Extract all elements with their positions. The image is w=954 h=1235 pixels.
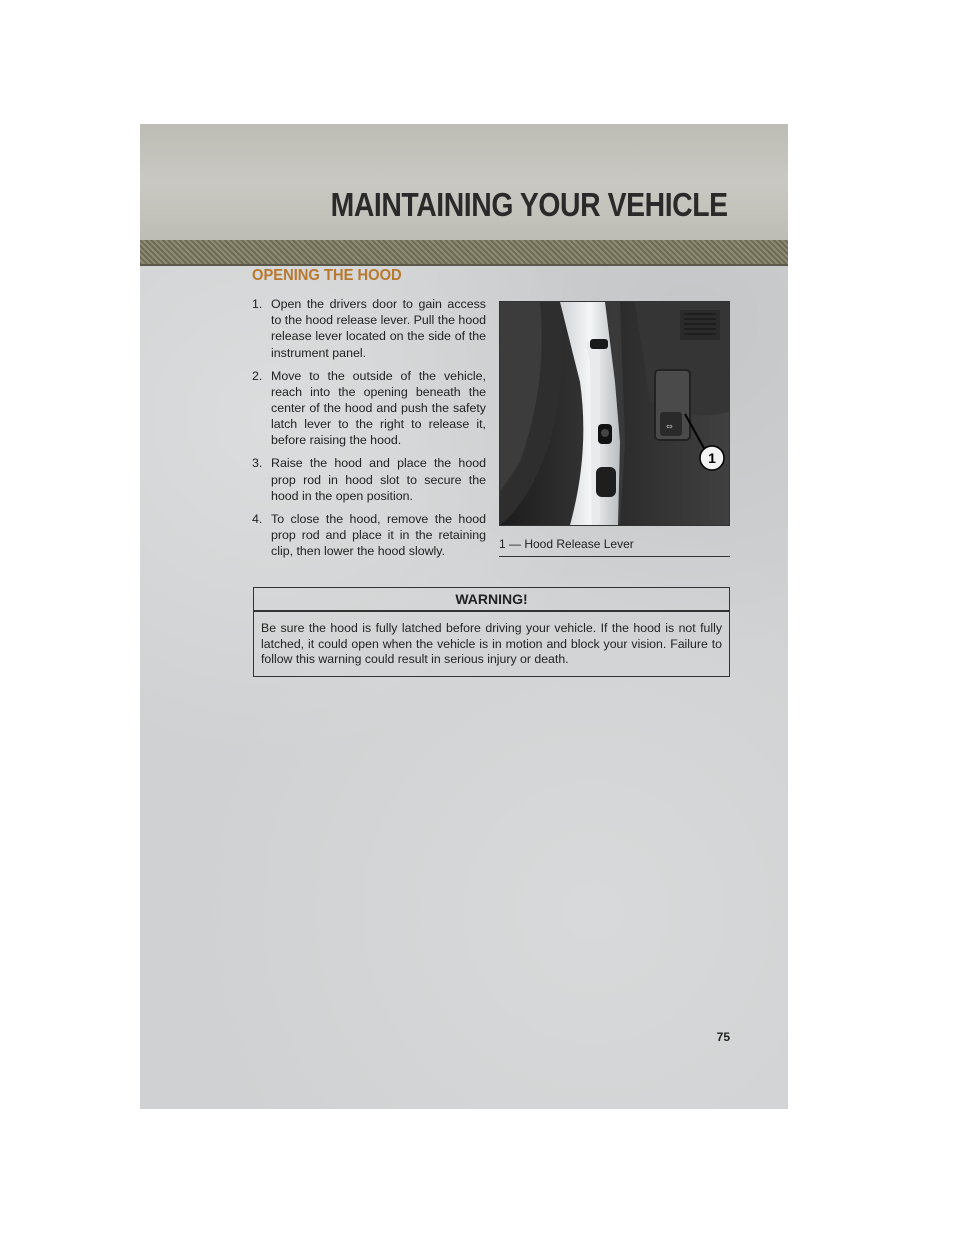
step-number: 4. xyxy=(252,511,263,526)
warning-text: Be sure the hood is fully latched before driving your vehicle. If the hood is not fully latched, it could open when the vehicle is in motion and block your vision. Failure to follow this warning could result in serious injury or death. xyxy=(261,621,722,667)
steps-list xyxy=(252,296,486,566)
step-text: To close the hood, remove the hood prop rod and place it in the retaining clip, then lower the hood slowly. xyxy=(271,511,486,559)
header-stripe xyxy=(140,240,788,266)
chapter-title: MAINTAINING YOUR VEHICLE xyxy=(330,186,728,223)
step-number: 2. xyxy=(252,368,263,383)
section-title: OPENING THE HOOD xyxy=(252,267,402,284)
manual-page xyxy=(140,124,788,1109)
step-text: Move to the outside of the vehicle, reach into the opening beneath the center of the hood and push the safety latch lever to the right to release it, before raising the hood. xyxy=(271,368,486,448)
warning-title: WARNING! xyxy=(254,588,729,612)
list-item xyxy=(252,296,486,361)
step-text: Raise the hood and place the hood prop rod in hood slot to secure the hood in the open position. xyxy=(271,456,486,503)
callout-number: 1 xyxy=(708,450,716,466)
list-item xyxy=(252,368,486,449)
step-text: Open the drivers door to gain access to the hood release lever. Pull the hood release lever located on the side of the instrument panel. xyxy=(271,297,486,360)
svg-text:⇔: ⇔ xyxy=(666,422,673,431)
page-number: 75 xyxy=(716,1030,730,1044)
list-item xyxy=(252,455,486,504)
step-number: 3. xyxy=(252,456,263,471)
figure-caption: 1 — Hood Release Lever xyxy=(499,537,730,557)
list-item xyxy=(252,511,486,560)
header-band xyxy=(140,124,788,240)
hood-release-photo xyxy=(499,301,730,526)
step-number: 1. xyxy=(252,297,263,311)
warning-box xyxy=(253,587,730,677)
